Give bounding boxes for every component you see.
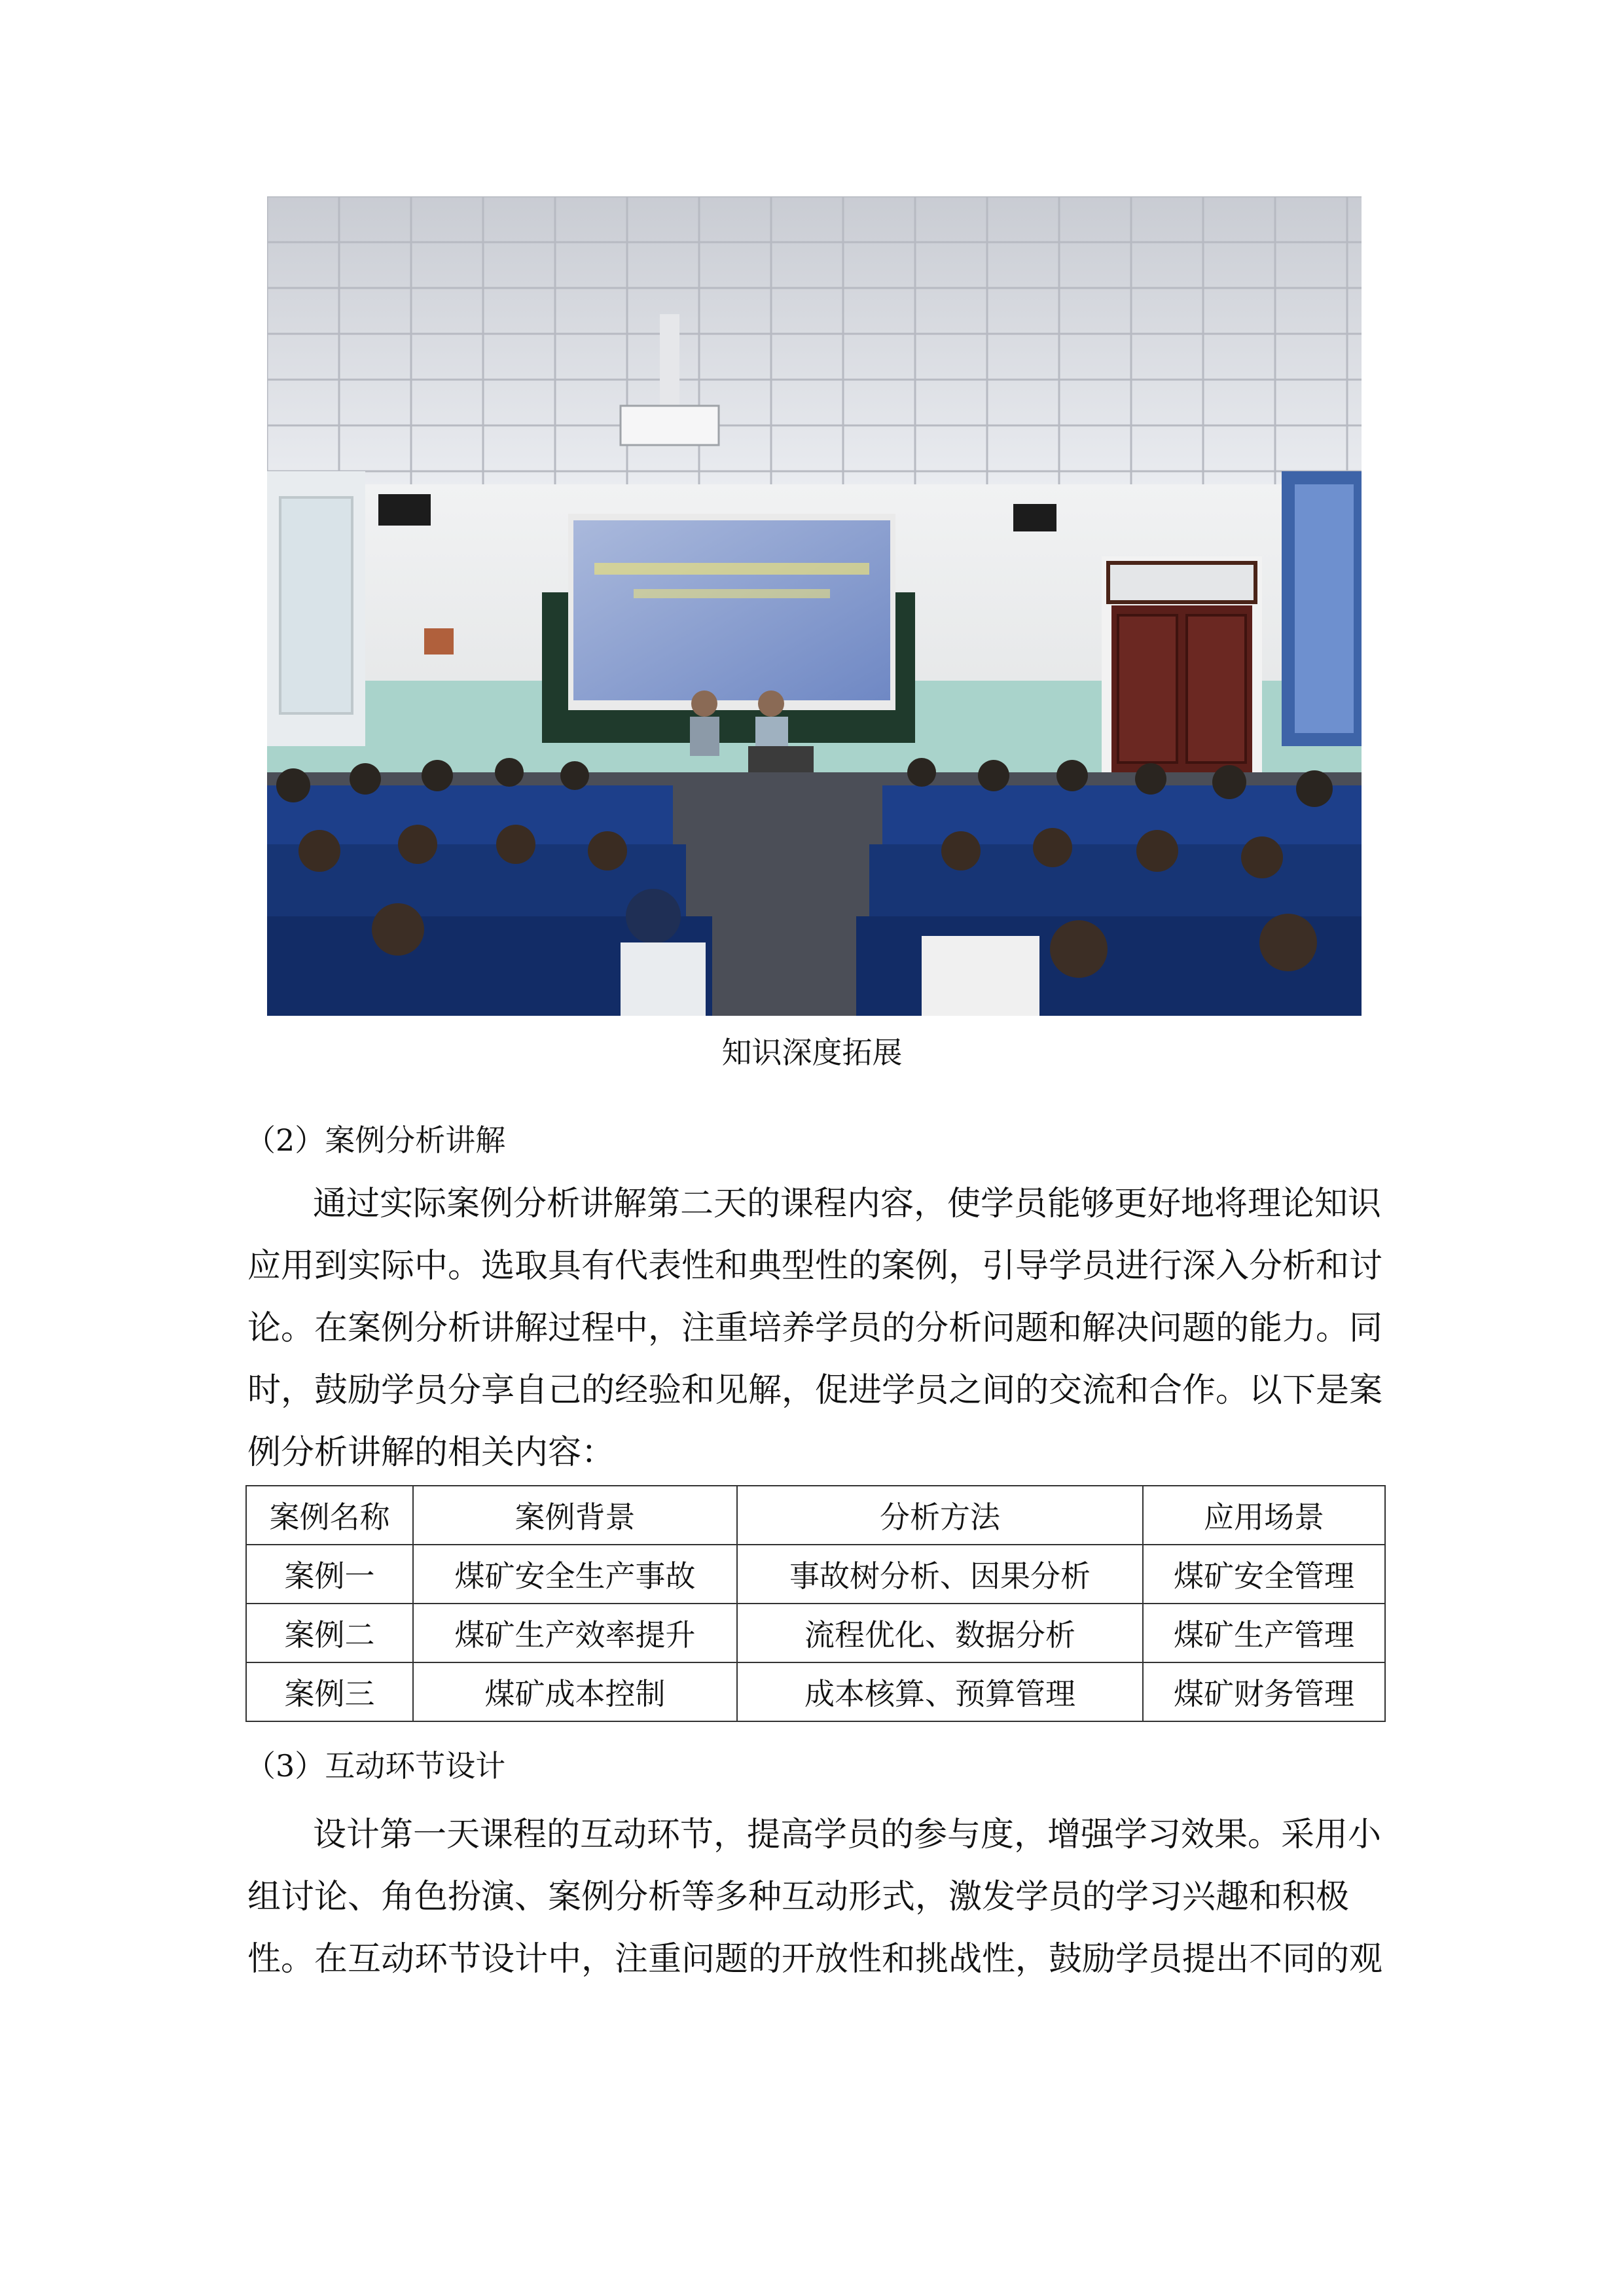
table-row bbox=[246, 1545, 1385, 1604]
table-cell: 成本核算、预算管理 bbox=[737, 1662, 1143, 1721]
table-cell: 煤矿安全生产事故 bbox=[413, 1545, 737, 1604]
figure-caption: 知识深度拓展 bbox=[721, 1035, 903, 1070]
classroom-photo-drawing bbox=[267, 196, 1362, 1016]
table-row bbox=[246, 1662, 1385, 1721]
paragraph-line: 例分析讲解的相关内容： bbox=[247, 1433, 615, 1472]
table-header-cell: 分析方法 bbox=[737, 1486, 1143, 1545]
table-header-row bbox=[246, 1486, 1385, 1545]
table-header-cell: 案例名称 bbox=[246, 1486, 413, 1545]
table-cell: 煤矿成本控制 bbox=[413, 1662, 737, 1721]
table-cell: 煤矿安全管理 bbox=[1143, 1545, 1385, 1604]
case-table bbox=[245, 1485, 1386, 1722]
classroom-photo bbox=[267, 196, 1362, 1016]
table-cell: 煤矿财务管理 bbox=[1143, 1662, 1385, 1721]
section-heading-case-analysis: （2）案例分析讲解 bbox=[245, 1122, 506, 1158]
paragraph-case-analysis bbox=[247, 1173, 1383, 1484]
table-cell: 煤矿生产管理 bbox=[1143, 1604, 1385, 1662]
table-cell: 案例一 bbox=[246, 1545, 413, 1604]
paragraph-interaction-design bbox=[247, 1804, 1383, 1990]
table-row bbox=[246, 1604, 1385, 1662]
paragraph-line: 性。在互动环节设计中，注重问题的开放性和挑战性，鼓励学员提出不同的观 bbox=[247, 1940, 1383, 1979]
table-header-cell: 应用场景 bbox=[1143, 1486, 1385, 1545]
paragraph-line: 论。在案例分析讲解过程中，注重培养学员的分析问题和解决问题的能力。同 bbox=[247, 1309, 1383, 1348]
paragraph-line: 组讨论、角色扮演、案例分析等多种互动形式，激发学员的学习兴趣和积极 bbox=[247, 1878, 1350, 1916]
table-cell: 流程优化、数据分析 bbox=[737, 1604, 1143, 1662]
paragraph-line: 设计第一天课程的互动环节，提高学员的参与度，增强学习效果。采用小 bbox=[313, 1816, 1382, 1854]
paragraph-line: 通过实际案例分析讲解第二天的课程内容，使学员能够更好地将理论知识 bbox=[313, 1185, 1382, 1223]
table-header-cell: 案例背景 bbox=[413, 1486, 737, 1545]
paragraph-line: 时，鼓励学员分享自己的经验和见解，促进学员之间的交流和合作。以下是案 bbox=[247, 1371, 1383, 1410]
table-cell: 案例二 bbox=[246, 1604, 413, 1662]
table-cell: 案例三 bbox=[246, 1662, 413, 1721]
table-cell: 煤矿生产效率提升 bbox=[413, 1604, 737, 1662]
table-cell: 事故树分析、因果分析 bbox=[737, 1545, 1143, 1604]
section-heading-interaction-design: （3）互动环节设计 bbox=[245, 1748, 506, 1784]
paragraph-line: 应用到实际中。选取具有代表性和典型性的案例，引导学员进行深入分析和讨 bbox=[247, 1247, 1383, 1285]
